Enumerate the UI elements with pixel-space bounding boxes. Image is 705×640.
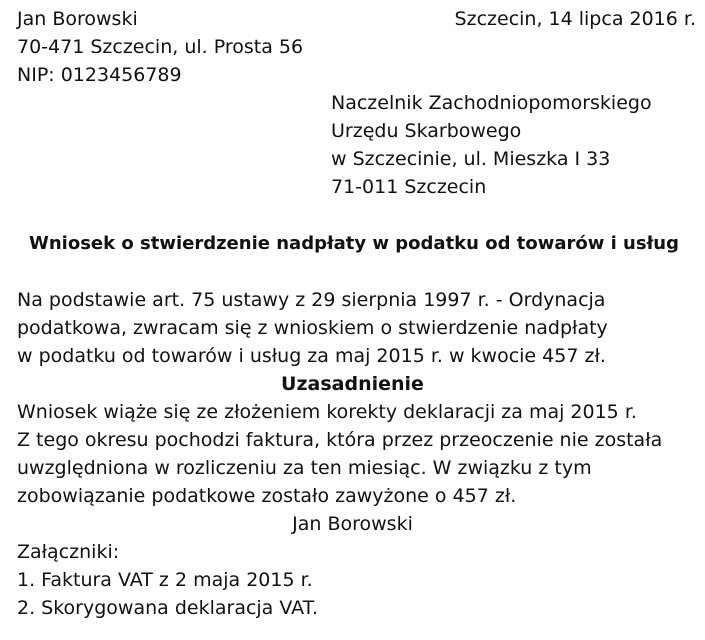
attachment-item-1: 1. Faktura VAT z 2 maja 2015 r.	[17, 569, 313, 591]
recipient-line-3: w Szczecinie, ul. Mieszka I 33	[331, 148, 611, 170]
justification-line-3: uwzględniona w rozliczeniu za ten miesiąc. W związku z tym	[17, 457, 592, 479]
sender-name: Jan Borowski	[17, 8, 138, 30]
document-title: Wniosek o stwierdzenie nadpłaty w podatku od towarów i usług	[29, 233, 679, 254]
justification-line-1: Wniosek wiąże się ze złożeniem korekty deklaracji za maj 2015 r.	[17, 401, 637, 423]
justification-line-4: zobowiązanie podatkowe zostało zawyżone o 457 zł.	[17, 485, 517, 507]
justification-line-2: Z tego okresu pochodzi faktura, która przez przeoczenie nie została	[17, 429, 663, 451]
attachments-heading: Załączniki:	[17, 541, 120, 563]
recipient-line-2: Urzędu Skarbowego	[331, 120, 522, 142]
attachment-item-2: 2. Skorygowana deklaracja VAT.	[17, 597, 319, 619]
recipient-line-1: Naczelnik Zachodniopomorskiego	[331, 92, 652, 114]
body-line-2: podatkowa, zwracam się z wnioskiem o stwierdzenie nadpłaty	[17, 317, 608, 339]
sender-address: 70-471 Szczecin, ul. Prosta 56	[17, 36, 304, 58]
body-line-3: w podatku od towarów i usług za maj 2015 r. w kwocie 457 zł.	[17, 345, 606, 367]
body-line-1: Na podstawie art. 75 ustawy z 29 sierpnia 1997 r. - Ordynacja	[17, 289, 606, 311]
sender-nip: NIP: 0123456789	[17, 64, 182, 86]
signature: Jan Borowski	[292, 513, 413, 535]
justification-heading: Uzasadnienie	[281, 373, 424, 395]
place-date: Szczecin, 14 lipca 2016 r.	[454, 8, 696, 30]
recipient-line-4: 71-011 Szczecin	[331, 176, 487, 198]
